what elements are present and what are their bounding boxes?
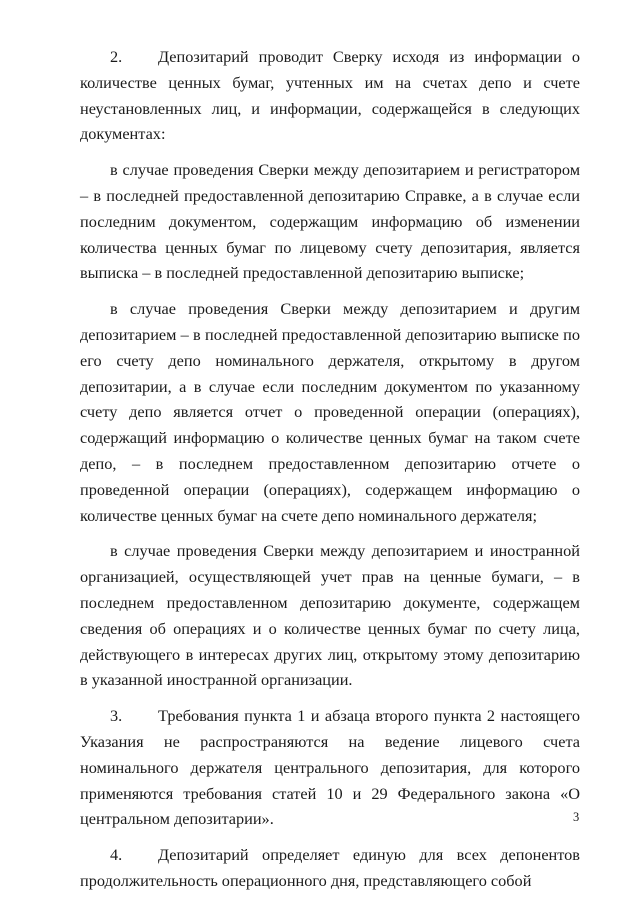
paragraph-text: Требования пункта 1 и абзаца второго пункта 2 настоящего Указания не распространяются на ведение лицевого счета номинального держателя центрального депозитария, для которого применяются требования статей 10 и 29 Федерального закона «О центральном депозитарии». [80,706,580,829]
page-number: 3 [573,810,580,824]
paragraph-text: Депозитарий проводит Сверку исходя из информации о количестве ценных бумаг, учтенных им на счетах депо и счете неустановленных лиц, и информации, содержащейся в следующих документах: [80,47,580,144]
paragraph-registrar-case [80,157,580,286]
paragraph-number: 4. [110,845,123,865]
paragraph-text: в случае проведения Сверки между депозитарием и регистратором – в последней предоставленной депозитарию Справке, а в случае если последним документом, содержащим информацию об изменении количества ценных бумаг по лицевому счету депозитария, является выписка – в последней предоставленной депозитарию выписке; [80,160,580,283]
paragraph-text: Депозитарий определяет единую для всех депонентов продолжительность операционного дня, представляющего собой [80,845,580,890]
paragraph-text: в случае проведения Сверки между депозитарием и иностранной организацией, осуществляющей учет прав на ценные бумаги, – в последнем предоставленном депозитарию документе, содержащем сведения об операциях и о количестве ценных бумаг по счету лица, действующего в интересах других лиц, открытому этому депозитарию в указанной иностранной организации. [80,541,580,690]
paragraph-2 [80,44,580,147]
document-body [80,44,580,904]
paragraph-3 [80,703,580,832]
paragraph-foreign-organization-case [80,538,580,693]
paragraph-number: 3. [110,706,123,726]
paragraph-number: 2. [110,47,123,66]
paragraph-depositary-case [80,296,580,528]
paragraph-text: в случае проведения Сверки между депозитарием и другим депозитарием – в последней предоставленной депозитарию выписке по его счету депо номинального держателя, открытому в другом депозитарии, а в случае если последним документом по указанному счету депо является отчет о проведенной операции (операциях), содержащий информацию о количестве ценных бумаг на таком счете депо, – в последнем предоставленном депозитарию отчете о проведенной операции (операциях), содержащем информацию о количестве ценных бумаг на счете депо номинального держателя; [80,299,580,525]
paragraph-4 [80,842,580,894]
